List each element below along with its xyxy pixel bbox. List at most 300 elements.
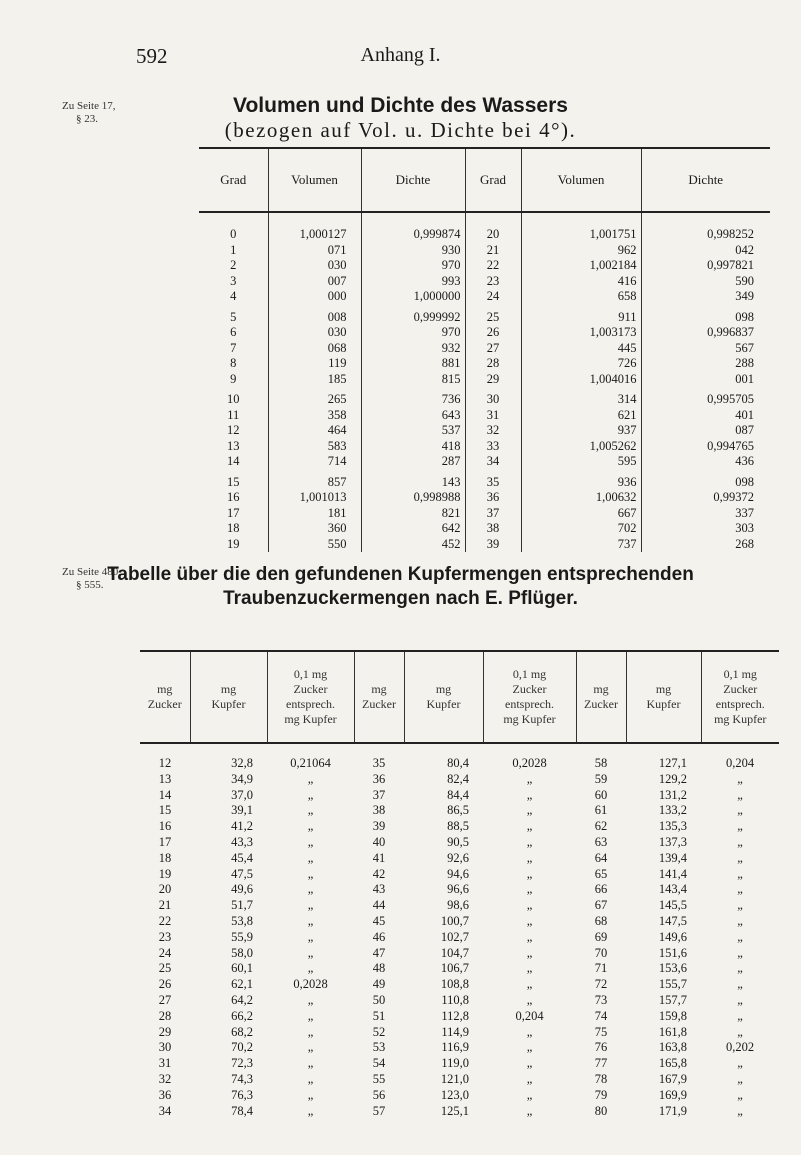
table-cell: 48 — [372, 961, 386, 976]
column-header: Dichte — [641, 148, 770, 212]
column-header — [576, 651, 626, 743]
table-cell: 030 — [268, 325, 361, 341]
copper-sugar-table — [140, 650, 779, 1119]
table-cell: 57 — [372, 1103, 386, 1118]
table-cell: 41 — [372, 850, 386, 865]
table-cell: „ — [307, 850, 314, 865]
table-cell: 26 — [465, 325, 521, 341]
table-cell: 80,4 — [447, 756, 469, 770]
table-cell: „ — [737, 819, 743, 834]
column-header-line: mg — [435, 682, 452, 696]
table-cell: 62,1 — [231, 977, 253, 992]
table-cell: 1,000127 — [268, 212, 361, 243]
table-cell: 76,3 — [231, 1087, 253, 1102]
table-cell: 0,999874 — [361, 212, 465, 243]
table-row — [199, 454, 770, 470]
table-cell: 1,004016 — [521, 372, 641, 388]
table-row — [140, 1056, 779, 1072]
table-cell: 642 — [361, 521, 465, 537]
table-cell: 155,7 — [658, 977, 687, 992]
table-cell: 28 — [158, 1008, 172, 1023]
table-cell: 112,8 — [441, 1008, 469, 1023]
table-cell: 92,6 — [447, 850, 469, 865]
table-cell: 46 — [372, 929, 386, 944]
table-cell: 20 — [158, 882, 172, 897]
table-cell: „ — [526, 882, 533, 897]
table1-title: Volumen und Dichte des Wassers — [233, 94, 568, 117]
table-cell: 68 — [594, 913, 608, 928]
table-cell: 53,8 — [231, 913, 253, 928]
table-cell: 714 — [268, 454, 361, 470]
table-cell: 55,9 — [231, 929, 253, 944]
table-cell: „ — [526, 866, 533, 881]
table-cell: 157,7 — [658, 992, 687, 1007]
table-cell: 80 — [594, 1103, 608, 1118]
table-cell: 52 — [372, 1024, 386, 1039]
table-cell: 27 — [158, 992, 172, 1007]
table-cell: „ — [526, 1024, 533, 1039]
table-cell: 30 — [158, 1040, 172, 1055]
column-header — [404, 651, 483, 743]
table-cell: 39 — [372, 819, 386, 834]
table-cell: „ — [526, 771, 533, 786]
margin-note-line: § 555. — [76, 579, 104, 591]
table-cell: 55 — [372, 1071, 386, 1086]
table1-subtitle: (bezogen auf Vol. u. Dichte bei 4°). — [224, 118, 577, 142]
table-cell: 116,9 — [441, 1040, 469, 1055]
column-header-line: mg Kupfer — [284, 712, 337, 726]
table-cell: 31 — [465, 408, 521, 424]
table-row — [140, 851, 779, 867]
column-header-line: mg Kupfer — [503, 712, 556, 726]
table-cell: 96,6 — [447, 882, 469, 897]
table-cell: 39 — [465, 537, 521, 553]
table-cell: 100,7 — [440, 913, 469, 928]
table-cell: 583 — [268, 439, 361, 455]
table-row — [140, 930, 779, 946]
column-header: Volumen — [268, 148, 361, 212]
table-cell: 74 — [594, 1008, 608, 1023]
table-cell: 30 — [465, 387, 521, 408]
table-cell: „ — [307, 1008, 314, 1023]
table-cell: 10 — [227, 392, 240, 406]
table-cell: 94,6 — [447, 866, 469, 881]
table-row — [199, 521, 770, 537]
table-cell: „ — [307, 898, 314, 913]
column-header-line: mg — [220, 682, 237, 696]
table-cell: 72,3 — [231, 1056, 253, 1071]
table-cell: „ — [737, 850, 743, 865]
table-cell: 071 — [268, 243, 361, 259]
table2-title-line2: Traubenzuckermengen nach E. Pflüger. — [223, 588, 578, 609]
table-row — [140, 743, 779, 772]
table-cell: „ — [307, 771, 314, 786]
table-cell: „ — [737, 913, 743, 928]
table-cell: 127,1 — [658, 756, 687, 770]
table-cell: „ — [526, 913, 533, 928]
table-cell: 24 — [465, 289, 521, 305]
table-cell: 53 — [372, 1040, 386, 1055]
table-cell: 098 — [641, 470, 770, 491]
table-row — [140, 914, 779, 930]
table-cell: „ — [737, 771, 743, 786]
table-cell: 66 — [594, 882, 608, 897]
table-row — [140, 1040, 779, 1056]
table-cell: „ — [737, 929, 743, 944]
table-cell: 36 — [465, 490, 521, 506]
column-header-line: 0,1 mg — [293, 667, 328, 681]
column-header — [354, 651, 404, 743]
table-cell: 537 — [361, 423, 465, 439]
table-cell: „ — [526, 1040, 533, 1055]
column-header-line: Kupfer — [211, 697, 246, 711]
table-cell: „ — [526, 1071, 533, 1086]
table-cell: 66,2 — [231, 1008, 253, 1023]
table-cell: „ — [307, 913, 314, 928]
table-cell: 181 — [268, 506, 361, 522]
table-cell: 0,997821 — [641, 258, 770, 274]
table-cell: 31 — [158, 1056, 172, 1071]
table-cell: 11 — [227, 407, 240, 422]
table-cell: 62 — [594, 819, 608, 834]
table-cell: 51 — [372, 1008, 386, 1023]
table-header-row — [199, 148, 770, 212]
table-cell: 71 — [594, 961, 608, 976]
table-cell: 149,6 — [658, 929, 687, 944]
table-cell: 1,003173 — [521, 325, 641, 341]
table-cell: 27 — [465, 341, 521, 357]
table-cell: „ — [526, 1103, 533, 1118]
table-cell: 59 — [594, 771, 608, 786]
table-cell: 163,8 — [658, 1040, 687, 1055]
table-cell: 6 — [230, 325, 237, 339]
table-cell: „ — [307, 992, 314, 1007]
table-cell: „ — [526, 787, 533, 802]
table-cell: 911 — [521, 305, 641, 326]
column-header-line: entsprech. — [715, 697, 765, 711]
table-cell: 70 — [594, 945, 608, 960]
table-cell: 151,6 — [658, 945, 687, 960]
table-cell: 47,5 — [231, 866, 253, 881]
table-cell: 19 — [227, 536, 240, 551]
table-cell: 702 — [521, 521, 641, 537]
table-cell: 13 — [158, 771, 172, 786]
table-cell: 726 — [521, 356, 641, 372]
table-row — [199, 274, 770, 290]
table-cell: 133,2 — [658, 803, 687, 818]
table-cell: 167,9 — [658, 1071, 687, 1086]
column-header — [190, 651, 267, 743]
column-header-line: mg — [371, 682, 387, 696]
table2-title-line1: Tabelle über die den gefundenen Kupfermengen entsprechenden — [107, 564, 694, 585]
margin-note-line: § 23. — [76, 113, 98, 125]
table-cell: 37 — [465, 506, 521, 522]
table-cell: 47 — [372, 945, 386, 960]
table-cell: „ — [737, 992, 743, 1007]
table-cell: 73 — [594, 992, 608, 1007]
table-cell: 857 — [268, 470, 361, 491]
table-cell: 129,2 — [658, 771, 687, 786]
table-cell: 881 — [361, 356, 465, 372]
table-row — [199, 372, 770, 388]
table-cell: 18 — [158, 850, 172, 865]
table-cell: 4 — [230, 289, 237, 303]
table-cell: 007 — [268, 274, 361, 290]
table-cell: 169,9 — [658, 1087, 687, 1102]
table-cell: 25 — [465, 305, 521, 326]
column-header — [267, 651, 354, 743]
table-row — [199, 439, 770, 455]
table-cell: 61 — [594, 803, 608, 818]
table-row — [140, 993, 779, 1009]
table-cell: 2 — [230, 258, 237, 272]
table-row — [199, 258, 770, 274]
table-cell: 1 — [230, 242, 237, 257]
table-cell: 143,4 — [658, 882, 687, 897]
table-cell: 030 — [268, 258, 361, 274]
table-cell: 970 — [361, 325, 465, 341]
table-cell: 22 — [158, 913, 172, 928]
table-cell: 993 — [361, 274, 465, 290]
table-cell: 34 — [465, 454, 521, 470]
table-cell: „ — [307, 1040, 314, 1055]
table-cell: 69 — [594, 929, 608, 944]
table-cell: 821 — [361, 506, 465, 522]
table-cell: 121,0 — [440, 1071, 469, 1086]
table-cell: 7 — [230, 340, 237, 355]
column-header-line: mg — [593, 682, 609, 696]
table-cell: 349 — [641, 289, 770, 305]
table-cell: 58 — [594, 756, 608, 770]
table-cell: „ — [737, 866, 743, 881]
table-cell: „ — [307, 1103, 314, 1118]
column-header-line: 0,1 mg — [723, 667, 757, 681]
table-cell: 72 — [594, 977, 608, 992]
table-row — [140, 788, 779, 804]
table-cell: 40 — [372, 834, 386, 849]
table-cell: „ — [526, 929, 533, 944]
table-cell: 087 — [641, 423, 770, 439]
table-cell: 77 — [594, 1056, 608, 1071]
table-cell: 131,2 — [658, 787, 687, 802]
table-cell: 36 — [372, 771, 386, 786]
table-row — [140, 1104, 779, 1120]
column-header-line: Kupfer — [646, 697, 681, 711]
table-cell: 0 — [230, 227, 237, 241]
column-header — [483, 651, 576, 743]
table-cell: 98,6 — [447, 898, 469, 913]
table-cell: „ — [737, 834, 743, 849]
table-cell: „ — [307, 1024, 314, 1039]
table-cell: 41,2 — [231, 819, 253, 834]
table-cell: 401 — [641, 408, 770, 424]
table-cell: 33 — [465, 439, 521, 455]
table-cell: 119,0 — [441, 1056, 469, 1071]
table-cell: 12 — [227, 423, 240, 437]
table-cell: 042 — [641, 243, 770, 259]
table-cell: 161,8 — [658, 1024, 687, 1039]
running-title: Anhang I. — [360, 44, 441, 66]
table-cell: 0,99372 — [641, 490, 770, 506]
table-cell: 114,9 — [441, 1024, 469, 1039]
table-cell: 60 — [594, 787, 608, 802]
table-cell: „ — [526, 898, 533, 913]
table-row — [199, 537, 770, 553]
table-cell: 90,5 — [447, 834, 469, 849]
table-row — [199, 423, 770, 439]
table-row — [199, 243, 770, 259]
table-cell: 68,2 — [231, 1024, 253, 1039]
table-cell: 1,00632 — [521, 490, 641, 506]
table-cell: 0,2028 — [512, 756, 547, 770]
margin-note-line: Zu Seite 480, — [62, 566, 121, 578]
table-cell: 24 — [158, 945, 172, 960]
table-header-row — [140, 651, 779, 743]
table-cell: 32 — [465, 423, 521, 439]
table-cell: 314 — [521, 387, 641, 408]
table-cell: „ — [737, 961, 743, 976]
table-cell: 145,5 — [658, 898, 687, 913]
table-cell: 8 — [230, 356, 237, 370]
table-row — [140, 946, 779, 962]
table-cell: 21 — [158, 898, 172, 913]
table-cell: „ — [737, 1008, 743, 1023]
table-cell: 29 — [158, 1024, 172, 1039]
table-cell: 001 — [641, 372, 770, 388]
table-cell: 86,5 — [447, 803, 469, 818]
table-cell: 32 — [158, 1071, 172, 1086]
table-cell: 1,001751 — [521, 212, 641, 243]
table-cell: 288 — [641, 356, 770, 372]
table-cell: 418 — [361, 439, 465, 455]
column-header-line: entsprech. — [286, 697, 335, 711]
table-cell: 159,8 — [658, 1008, 687, 1023]
margin-note-line: Zu Seite 17, — [62, 100, 116, 112]
table-cell: 658 — [521, 289, 641, 305]
table-cell: 135,3 — [658, 819, 687, 834]
column-header: Volumen — [521, 148, 641, 212]
table-cell: 13 — [227, 438, 240, 453]
table-cell: 15 — [227, 474, 240, 489]
table-cell: 39,1 — [231, 803, 253, 818]
column-header-line: Zucker — [362, 697, 396, 711]
table-cell: 60,1 — [231, 961, 253, 976]
table-cell: 78 — [594, 1071, 608, 1086]
table-row — [140, 1009, 779, 1025]
table-cell: „ — [526, 850, 533, 865]
table-cell: 141,4 — [658, 866, 687, 881]
table-cell: „ — [737, 1071, 743, 1086]
table-cell: 0,998988 — [361, 490, 465, 506]
table-cell: 104,7 — [440, 945, 469, 960]
table-cell: 17 — [227, 505, 240, 520]
table-cell: 108,8 — [440, 977, 469, 992]
table-row — [199, 289, 770, 305]
table-cell: 265 — [268, 387, 361, 408]
table-cell: 43,3 — [231, 834, 253, 849]
table-cell: 44 — [372, 898, 386, 913]
table-cell: „ — [737, 882, 743, 897]
table-cell: 36 — [158, 1087, 172, 1102]
table-row — [140, 819, 779, 835]
table-cell: 0,21064 — [290, 756, 331, 770]
table-cell: 12 — [158, 756, 172, 770]
table-cell: 56 — [372, 1087, 386, 1102]
table-cell: 143 — [361, 470, 465, 491]
table-cell: 65 — [594, 866, 608, 881]
table-cell: 567 — [641, 341, 770, 357]
table-cell: 0,204 — [725, 756, 755, 770]
table-row — [140, 867, 779, 883]
table-cell: 25 — [158, 961, 172, 976]
table-cell: 45 — [372, 913, 386, 928]
table-cell: 15 — [158, 803, 172, 818]
column-header-line: Zucker — [293, 682, 328, 696]
table-cell: 14 — [158, 787, 172, 802]
table-cell: 1,000000 — [361, 289, 465, 305]
table-cell: 102,7 — [440, 929, 469, 944]
table-row — [140, 961, 779, 977]
table-cell: 79 — [594, 1087, 608, 1102]
table-cell: 119 — [268, 356, 361, 372]
table-cell: 737 — [521, 537, 641, 553]
table-cell: „ — [737, 1056, 743, 1071]
table-cell: 106,7 — [440, 961, 469, 976]
table-cell: 1,001013 — [268, 490, 361, 506]
table-cell: 67 — [594, 898, 608, 913]
table-row — [199, 408, 770, 424]
table-cell: 930 — [361, 243, 465, 259]
table-cell: 303 — [641, 521, 770, 537]
table-cell: 88,5 — [447, 819, 469, 834]
table-cell: „ — [307, 1056, 314, 1071]
column-header-line: Zucker — [723, 682, 758, 696]
table-cell: „ — [737, 803, 743, 818]
table-cell: 0,994765 — [641, 439, 770, 455]
table-cell: „ — [307, 1071, 314, 1086]
table-cell: 20 — [465, 212, 521, 243]
table-cell: 35 — [372, 756, 386, 770]
table-cell: „ — [307, 803, 314, 818]
table-row — [140, 803, 779, 819]
table-cell: „ — [737, 945, 743, 960]
table-cell: 0,995705 — [641, 387, 770, 408]
table-cell: „ — [737, 977, 743, 992]
table-cell: 125,1 — [440, 1103, 469, 1118]
table-cell: 63 — [594, 834, 608, 849]
table-cell: „ — [307, 819, 314, 834]
table-cell: 0,996837 — [641, 325, 770, 341]
table-cell: 068 — [268, 341, 361, 357]
table-cell: 28 — [465, 356, 521, 372]
table-cell: „ — [526, 819, 533, 834]
table-cell: 416 — [521, 274, 641, 290]
column-header-line: Zucker — [512, 682, 547, 696]
table-cell: 0,998252 — [641, 212, 770, 243]
table-cell: 76 — [594, 1040, 608, 1055]
table-cell: „ — [526, 977, 533, 992]
column-header — [626, 651, 701, 743]
table-cell: 452 — [361, 537, 465, 553]
table-cell: 932 — [361, 341, 465, 357]
table-cell: 008 — [268, 305, 361, 326]
table-cell: „ — [737, 1087, 743, 1102]
column-header-line: mg — [655, 682, 672, 696]
table-row — [140, 835, 779, 851]
table-cell: 936 — [521, 470, 641, 491]
table-row — [199, 325, 770, 341]
table-cell: 23 — [465, 274, 521, 290]
